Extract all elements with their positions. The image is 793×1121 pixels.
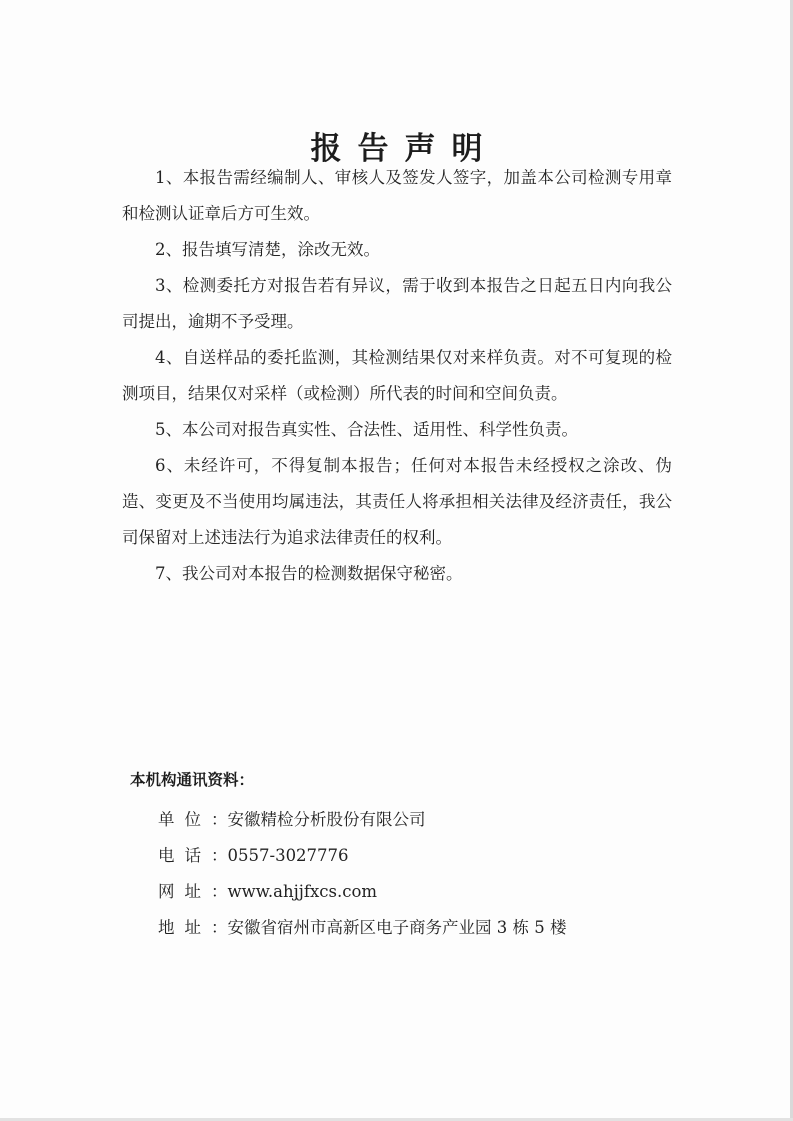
contact-heading: 本机构通讯资料： (130, 771, 255, 789)
contact-separator: ： (211, 918, 228, 937)
contact-label-phone: 电话 (158, 846, 211, 865)
statement-clauses (122, 160, 672, 592)
contact-row-phone (158, 838, 566, 874)
clause-7: 7、我公司对本报告的检测数据保守秘密。 (155, 564, 463, 583)
contact-info (158, 802, 566, 946)
contact-row-website (158, 874, 566, 910)
contact-row-address (158, 910, 566, 946)
clause-6: 6、未经许可，不得复制本报告；任何对本报告未经授权之涂改、伪造、变更及不当使用均属违法，其责任人将承担相关法律及经济责任，我公司保留对上述违法行为追求法律责任的权利。 (122, 456, 672, 547)
clause-3: 3、检测委托方对报告若有异议，需于收到本报告之日起五日内向我公司提出，逾期不予受理。 (122, 276, 672, 331)
contact-separator: ： (211, 882, 228, 901)
clause-2: 2、报告填写清楚，涂改无效。 (155, 240, 380, 259)
contact-label-unit: 单位 (158, 810, 211, 829)
contact-value-website: www.ahjjfxcs.com (227, 882, 378, 901)
clause-4: 4、自送样品的委托监测，其检测结果仅对来样负责。对不可复现的检测项目，结果仅对采样（或检测）所代表的时间和空间负责。 (122, 348, 672, 403)
contact-value-unit: 安徽精检分析股份有限公司 (227, 810, 426, 829)
contact-row-unit (158, 802, 566, 838)
clause-5: 5、本公司对报告真实性、合法性、适用性、科学性负责。 (155, 420, 578, 439)
contact-value-phone: 0557-3027776 (227, 846, 349, 865)
page-title: 报告声明 (310, 130, 499, 167)
contact-label-address: 地址 (158, 918, 211, 937)
contact-separator: ： (211, 810, 228, 829)
contact-label-website: 网址 (158, 882, 211, 901)
contact-value-address: 安徽省宿州市高新区电子商务产业园 3 栋 5 楼 (227, 918, 567, 937)
clause-1: 1、本报告需经编制人、审核人及签发人签字，加盖本公司检测专用章和检测认证章后方可生效。 (122, 168, 672, 223)
contact-separator: ： (211, 846, 228, 865)
